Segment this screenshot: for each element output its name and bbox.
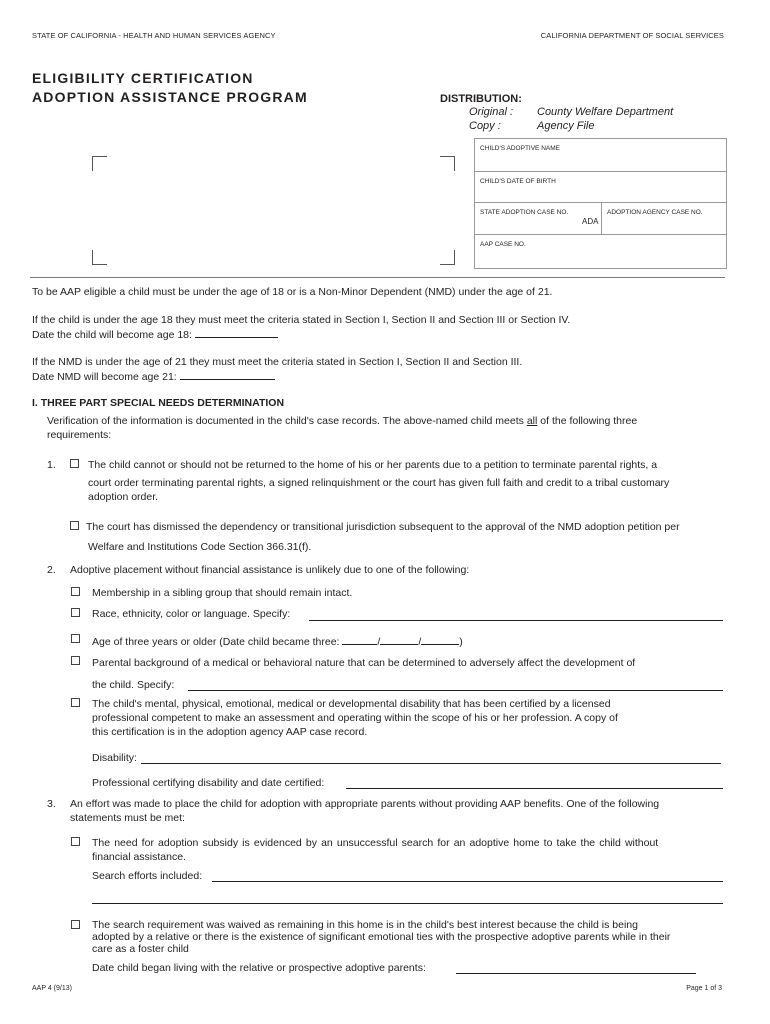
distribution-heading: DISTRIBUTION:	[440, 93, 522, 105]
age-three-checkbox[interactable]	[71, 634, 80, 643]
form-title-line1: ELIGIBILITY CERTIFICATION	[32, 70, 254, 86]
date-separator: /	[377, 636, 381, 648]
child-dob-field[interactable]	[475, 172, 726, 203]
form-number: AAP 4 (9/13)	[32, 985, 72, 992]
department-header: CALIFORNIA DEPARTMENT OF SOCIAL SERVICES	[540, 31, 724, 40]
professional-certifying-label: Professional certifying disability and date certified:	[92, 777, 325, 789]
aap-case-field[interactable]	[475, 235, 726, 269]
professional-certifying-input[interactable]	[346, 788, 723, 789]
age-18-date-label: Date the child will become age 18:	[32, 329, 192, 341]
unsuccessful-search-checkbox[interactable]	[71, 837, 80, 846]
page-number: Page 1 of 3	[686, 985, 722, 992]
race-checkbox[interactable]	[71, 608, 80, 617]
parental-background-checkbox[interactable]	[71, 656, 80, 665]
item-3-text-line1: An effort was made to place the child for adoption with appropriate parents without providing AAP benefits. One of the following	[70, 798, 660, 810]
age-three-day-input[interactable]	[380, 634, 418, 645]
section-1-desc-text: Verification of the information is documented in the child's case records. The above-named child meets	[47, 415, 524, 427]
age-21-date-row	[32, 369, 275, 384]
item-1-text-line2: court order terminating parental rights, a signed relinquishment or the court has given full faith and credit to a tribal customary	[88, 477, 670, 489]
age-three-year-input[interactable]	[421, 634, 459, 645]
race-specify-input[interactable]	[309, 620, 723, 621]
disability-text-line1: The child's mental, physical, emotional, medical or developmental disability that has been certified by a licensed	[92, 698, 611, 710]
search-waived-line2: adopted by a relative or there is the existence of significant emotional ties with the prospective adoptive parents while in their	[92, 931, 671, 943]
item-1b-text-line1: The court has dismissed the dependency or transitional jurisdiction subsequent to the approval of the NMD adoption petition per	[86, 521, 680, 533]
section-1-desc-text-2: of the following three	[540, 415, 638, 427]
item-3-number: 3.	[47, 798, 56, 810]
section-1-desc-requirements: requirements:	[47, 429, 112, 441]
section-1-description	[47, 414, 637, 428]
age-18-date-input[interactable]	[195, 327, 278, 338]
unsuccessful-search-line2: financial assistance.	[92, 851, 186, 863]
disability-text-line2: professional competent to make an assessment and operating within the scope of his or her profession. A copy of	[92, 712, 618, 724]
parental-background-line2: the child. Specify:	[92, 679, 175, 691]
aap-case-label: AAP CASE NO.	[480, 241, 526, 248]
distribution-original-value: County Welfare Department	[537, 106, 674, 118]
sibling-group-checkbox[interactable]	[71, 587, 80, 596]
date-living-label: Date child began living with the relative or prospective adoptive parents:	[92, 962, 426, 974]
disability-label: Disability:	[92, 752, 137, 764]
age-18-date-row	[32, 327, 278, 342]
section-divider	[30, 277, 725, 278]
state-adoption-case-field[interactable]	[475, 203, 602, 235]
search-waived-line1: The search requirement was waived as remaining in this home is in the child's best interest because the child is being	[92, 919, 638, 931]
age-21-date-input[interactable]	[180, 369, 275, 380]
window-corner-bottom-right	[440, 250, 455, 265]
section-1-desc-all: all	[526, 415, 538, 427]
item-1-text-line3: adoption order.	[88, 491, 159, 503]
form-title-line2: ADOPTION ASSISTANCE PROGRAM	[32, 89, 308, 105]
search-efforts-input[interactable]	[212, 881, 723, 882]
window-corner-bottom-left	[92, 250, 107, 265]
nmd-criteria: If the NMD is under the age of 21 they must meet the criteria stated in Section I, Section II and Section III.	[32, 356, 523, 368]
age-three-text: Age of three years or older (Date child became three:	[92, 636, 340, 648]
search-waived-line3: care as a foster child	[92, 943, 189, 955]
distribution-copy-value: Agency File	[537, 120, 595, 132]
search-efforts-input-line2[interactable]	[92, 903, 723, 904]
item-3-text-line2: statements must be met:	[70, 812, 185, 824]
close-paren: )	[459, 636, 463, 648]
child-adoptive-name-field[interactable]	[475, 139, 726, 172]
child-adoptive-name-label: CHILD'S ADOPTIVE NAME	[480, 145, 560, 152]
disability-input[interactable]	[141, 763, 721, 764]
distribution-copy-label: Copy :	[469, 120, 501, 132]
parental-background-line1: Parental background of a medical or behavioral nature that can be determined to adversely affect the development of	[92, 657, 636, 669]
disability-checkbox[interactable]	[71, 698, 80, 707]
race-text: Race, ethnicity, color or language. Specify:	[92, 608, 291, 620]
age-21-date-label: Date NMD will become age 21:	[32, 371, 177, 383]
agency-case-label: ADOPTION AGENCY CASE NO.	[607, 209, 703, 216]
agency-header: STATE OF CALIFORNIA - HEALTH AND HUMAN SERVICES AGENCY	[32, 31, 276, 40]
item-1-number: 1.	[47, 459, 56, 471]
item-1b-text-line2: Welfare and Institutions Code Section 366.31(f).	[88, 541, 312, 553]
state-adoption-case-label: STATE ADOPTION CASE NO.	[480, 209, 569, 216]
state-case-prefix: ADA	[582, 217, 599, 226]
child-dob-label: CHILD'S DATE OF BIRTH	[480, 178, 556, 185]
search-efforts-label: Search efforts included:	[92, 870, 203, 882]
window-corner-top-left	[92, 156, 107, 171]
parental-specify-input[interactable]	[188, 690, 723, 691]
date-living-input[interactable]	[456, 973, 696, 974]
disability-text-line3: this certification is in the adoption agency AAP case record.	[92, 726, 368, 738]
section-1-heading: I. THREE PART SPECIAL NEEDS DETERMINATION	[32, 397, 285, 409]
window-corner-top-right	[440, 156, 455, 171]
item-1-text-line1: The child cannot or should not be returned to the home of his or her parents due to a petition to terminate parental rights, a	[88, 459, 658, 471]
under-18-criteria: If the child is under the age 18 they must meet the criteria stated in Section I, Section II and Section III or Section IV.	[32, 314, 571, 326]
agency-case-field[interactable]	[602, 203, 726, 235]
search-waived-checkbox[interactable]	[71, 920, 80, 929]
age-three-month-input[interactable]	[342, 634, 377, 645]
age-three-row	[92, 634, 463, 649]
item-1b-checkbox[interactable]	[70, 521, 79, 530]
item-2-number: 2.	[47, 564, 56, 576]
child-id-box	[474, 138, 727, 269]
date-separator: /	[418, 636, 422, 648]
unsuccessful-search-line1: The need for adoption subsidy is evidenced by an unsuccessful search for an adoptive home to take the child without	[92, 837, 659, 849]
distribution-original-label: Original :	[469, 106, 514, 118]
item-1-checkbox[interactable]	[70, 459, 79, 468]
sibling-group-text: Membership in a sibling group that should remain intact.	[92, 587, 353, 599]
item-2-text: Adoptive placement without financial assistance is unlikely due to one of the following:	[70, 564, 470, 576]
eligibility-intro: To be AAP eligible a child must be under the age of 18 or is a Non-Minor Dependent (NMD) under the age of 21.	[32, 286, 553, 298]
